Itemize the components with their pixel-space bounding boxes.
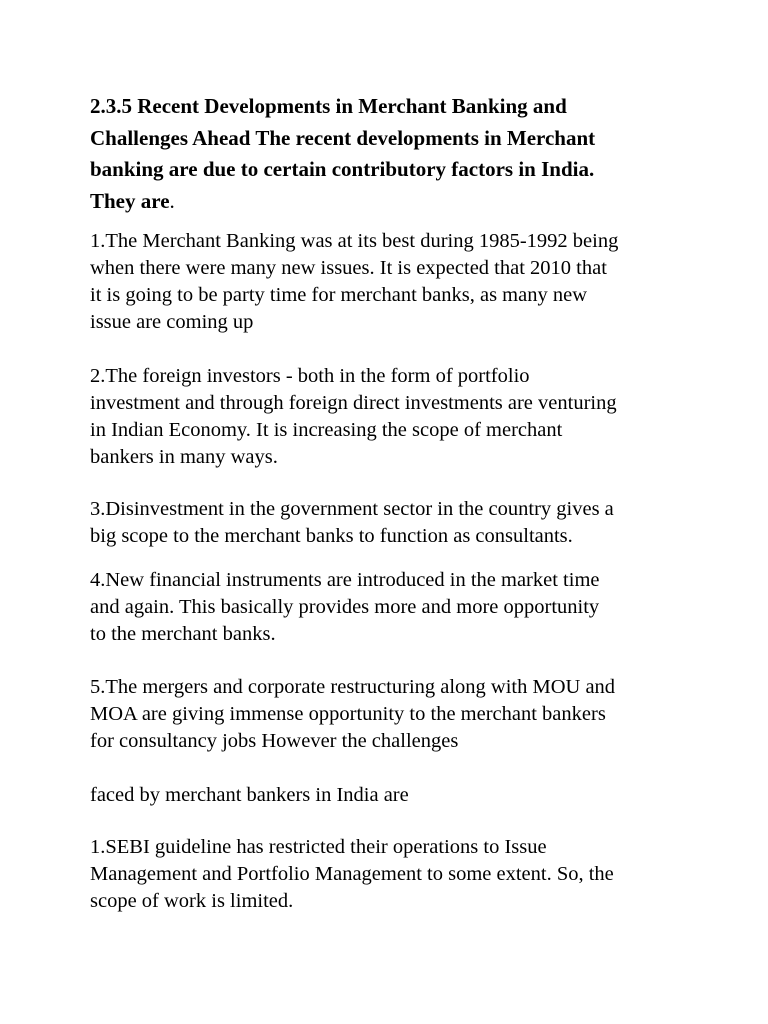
- paragraph-challenges-intro: faced by merchant bankers in India are: [90, 784, 409, 806]
- paragraph-development-5: 5.The mergers and corporate restructuring along with MOU and MOA are giving immense opportunity to the merchant bankers for consultancy jobs However the challenges: [90, 676, 616, 752]
- paragraph-challenge-1: 1.SEBI guideline has restricted their operations to Issue Management and Portfolio Management to some extent. So, the scope of work is limited.: [90, 836, 614, 912]
- section-heading-period: .: [169, 188, 175, 213]
- paragraph-development-1: 1.The Merchant Banking was at its best during 1985-1992 being when there were many new issues. It is expected that 2010 that it is going to be party time for merchant banks, as many new issue are coming up: [90, 230, 619, 333]
- section-heading: [90, 91, 690, 217]
- paragraph-development-2: 2.The foreign investors - both in the form of portfolio investment and through foreign direct investments are venturing in Indian Economy. It is increasing the scope of merchant bankers in many ways.: [90, 365, 617, 468]
- paragraph-development-3: 3.Disinvestment in the government sector in the country gives a big scope to the merchant banks to function as consultants.: [90, 498, 614, 547]
- section-heading-text: 2.3.5 Recent Developments in Merchant Banking and Challenges Ahead The recent developments in Merchant banking are due to certain contributory factors in India. They are: [90, 94, 596, 213]
- paragraph-development-4: 4.New financial instruments are introduced in the market time and again. This basically provides more and more opportunity to the merchant banks.: [90, 569, 600, 645]
